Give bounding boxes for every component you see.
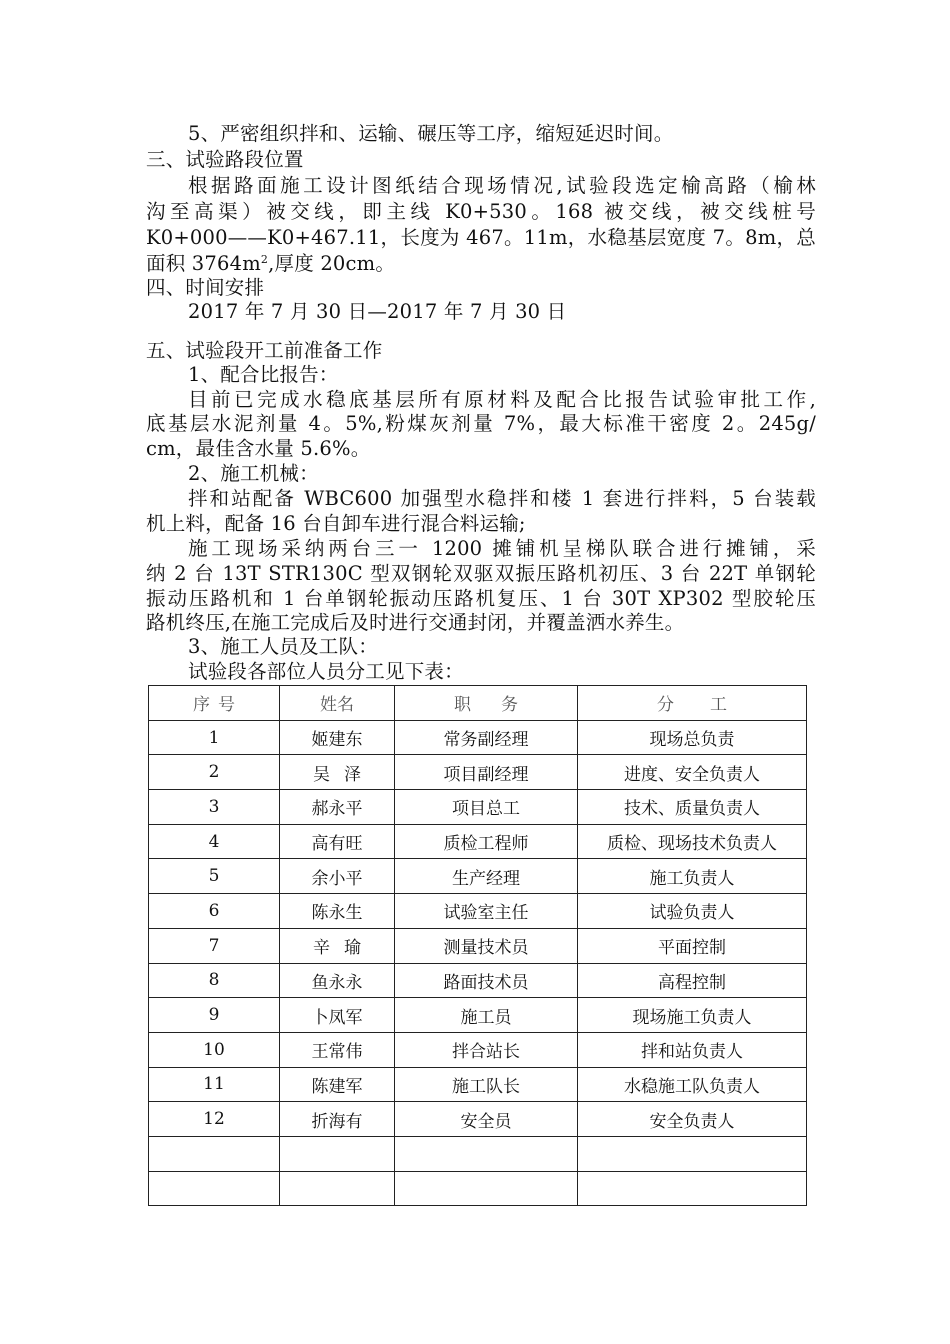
section-heading-4: 四、时间安排 [146, 276, 265, 299]
cell-duty [578, 1136, 807, 1171]
cell-duty [578, 1171, 807, 1206]
cell-duty: 拌和站负责人 [578, 1032, 807, 1067]
subheading-mix-report: 1、配合比报告： [188, 363, 339, 386]
cell-title: 试验室主任 [395, 894, 578, 929]
cell-no: 4 [149, 824, 280, 859]
cell-no: 8 [149, 963, 280, 998]
cell-no [149, 1136, 280, 1171]
cell-title: 路面技术员 [395, 963, 578, 998]
table-header-row [149, 686, 807, 721]
paragraph-line [146, 251, 816, 277]
cell-no: 5 [149, 859, 280, 894]
cell-name: 辛瑜 [280, 928, 395, 963]
table-row [149, 1067, 807, 1102]
cell-duty: 高程控制 [578, 963, 807, 998]
cell-no: 10 [149, 1032, 280, 1067]
cell-no: 1 [149, 720, 280, 755]
paragraph-line: 拌和站配备 WBC600 加强型水稳拌和楼 1 套进行拌料，5 台装载 [188, 487, 816, 510]
table-row [149, 1032, 807, 1067]
header-title: 职务 [395, 686, 578, 721]
section-heading-3: 三、试验路段位置 [146, 148, 304, 171]
cell-name: 郝永平 [280, 790, 395, 825]
paragraph-line: 路机终压,在施工完成后及时进行交通封闭，并覆盖洒水养生。 [146, 611, 685, 634]
section-heading-5: 五、试验段开工前准备工作 [146, 339, 383, 362]
table-row [149, 894, 807, 929]
cell-title [395, 1171, 578, 1206]
paragraph-line: cm，最佳含水量 5.6%。 [146, 437, 371, 460]
cell-duty: 质检、现场技术负责人 [578, 824, 807, 859]
cell-name: 陈永生 [280, 894, 395, 929]
paragraph-line: 振动压路机和 1 台单钢轮振动压路机复压、1 台 30T XP302 型胶轮压 [146, 587, 816, 610]
table-row [149, 859, 807, 894]
subheading-machinery: 2、施工机械： [188, 462, 319, 485]
cell-title: 施工队长 [395, 1067, 578, 1102]
cell-title: 施工员 [395, 998, 578, 1033]
cell-duty: 技术、质量负责人 [578, 790, 807, 825]
table-caption: 试验段各部位人员分工见下表： [188, 660, 464, 683]
cell-no: 2 [149, 755, 280, 790]
cell-duty: 平面控制 [578, 928, 807, 963]
paragraph-line: 底基层水泥剂量 4。5%,粉煤灰剂量 7%，最大标准干密度 2。245g/ [146, 412, 816, 435]
paragraph-line: 目前已完成水稳底基层所有原材料及配合比报告试验审批工作, [188, 388, 816, 411]
cell-name: 陈建军 [280, 1067, 395, 1102]
paragraph-item-5: 5、严密组织拌和、运输、碾压等工序，缩短延迟时间。 [188, 122, 674, 145]
table-row [149, 963, 807, 998]
cell-name: 高有旺 [280, 824, 395, 859]
cell-duty: 施工负责人 [578, 859, 807, 894]
table-row [149, 790, 807, 825]
header-duty: 分工 [578, 686, 807, 721]
cell-name: 吴泽 [280, 755, 395, 790]
cell-title: 测量技术员 [395, 928, 578, 963]
paragraph-line: 施工现场采纳两台三一 1200 摊铺机呈梯队联合进行摊铺，采 [188, 537, 816, 560]
paragraph-line: 根据路面施工设计图纸结合现场情况,试验段选定榆高路（榆林 [188, 174, 816, 197]
table-row [149, 928, 807, 963]
staff-table [148, 685, 807, 1206]
cell-name [280, 1171, 395, 1206]
cell-title: 拌合站长 [395, 1032, 578, 1067]
date-range: 2017 年 7 月 30 日—2017 年 7 月 30 日 [188, 300, 567, 323]
table-row-empty [149, 1136, 807, 1171]
cell-title: 常务副经理 [395, 720, 578, 755]
cell-title: 安全员 [395, 1102, 578, 1137]
cell-duty: 进度、安全负责人 [578, 755, 807, 790]
cell-duty: 试验负责人 [578, 894, 807, 929]
table-row [149, 998, 807, 1033]
table-row [149, 720, 807, 755]
table-row [149, 755, 807, 790]
cell-name: 卜凤军 [280, 998, 395, 1033]
cell-title [395, 1136, 578, 1171]
cell-title: 项目副经理 [395, 755, 578, 790]
table-row [149, 824, 807, 859]
superscript: 2 [260, 253, 269, 266]
cell-name: 鱼永永 [280, 963, 395, 998]
cell-duty: 安全负责人 [578, 1102, 807, 1137]
cell-no: 9 [149, 998, 280, 1033]
cell-duty: 现场总负责 [578, 720, 807, 755]
cell-title: 生产经理 [395, 859, 578, 894]
cell-name [280, 1136, 395, 1171]
header-name: 姓名 [280, 686, 395, 721]
cell-no: 12 [149, 1102, 280, 1137]
paragraph-line: 机上料，配备 16 台自卸车进行混合料运输; [146, 512, 526, 535]
paragraph-line: 沟至高渠）被交线，即主线 K0+530。168 被交线，被交线桩号 [146, 200, 816, 223]
subheading-personnel: 3、施工人员及工队： [188, 635, 378, 658]
cell-no: 7 [149, 928, 280, 963]
cell-name: 王常伟 [280, 1032, 395, 1067]
cell-duty: 水稳施工队负责人 [578, 1067, 807, 1102]
cell-name: 姬建东 [280, 720, 395, 755]
paragraph-line: 纳 2 台 13T STR130C 型双钢轮双驱双振压路机初压、3 台 22T 单钢轮 [146, 562, 816, 585]
cell-title: 项目总工 [395, 790, 578, 825]
cell-name: 折海有 [280, 1102, 395, 1137]
cell-name: 余小平 [280, 859, 395, 894]
cell-title: 质检工程师 [395, 824, 578, 859]
thickness-text: ,厚度 20cm。 [268, 252, 396, 275]
area-text: 面积 3764m [146, 252, 261, 275]
cell-no: 11 [149, 1067, 280, 1102]
cell-no: 6 [149, 894, 280, 929]
table-row [149, 1102, 807, 1137]
paragraph-line: K0+000——K0+467.11，长度为 467。11m，水稳基层宽度 7。8m，总 [146, 226, 816, 249]
cell-duty: 现场施工负责人 [578, 998, 807, 1033]
cell-no [149, 1171, 280, 1206]
header-no: 序号 [149, 686, 280, 721]
cell-no: 3 [149, 790, 280, 825]
table-row-empty [149, 1171, 807, 1206]
